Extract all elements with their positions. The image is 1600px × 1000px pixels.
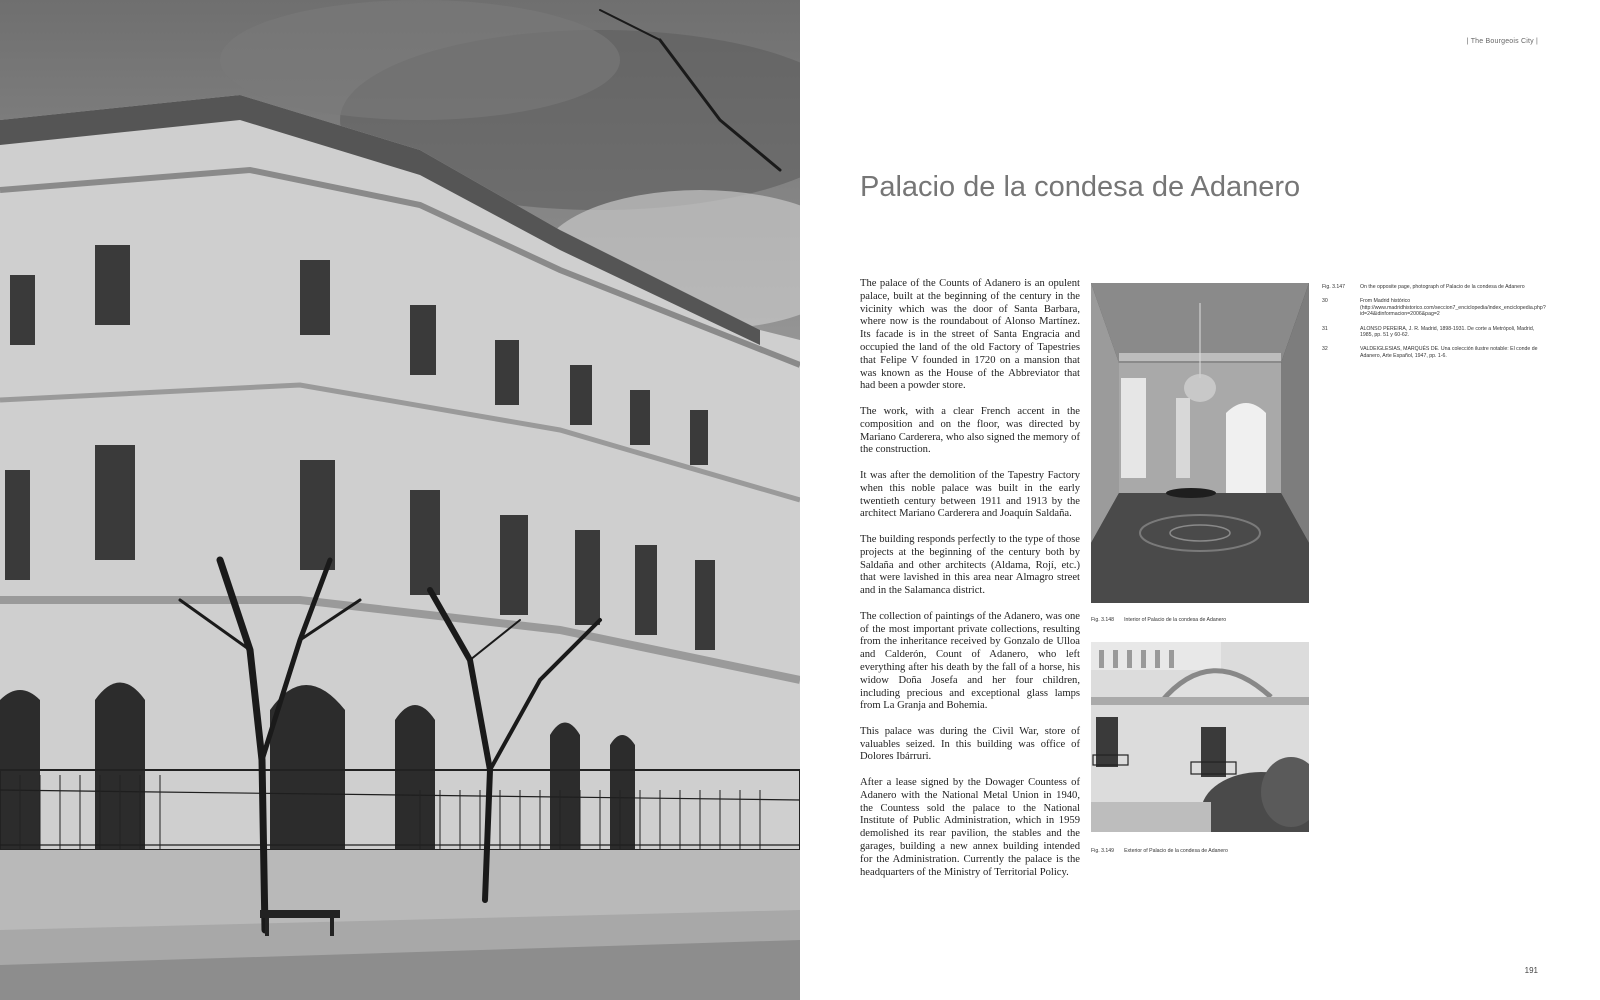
exterior-corner-image	[1091, 642, 1309, 832]
note-number: 31	[1322, 325, 1328, 332]
note-item	[1322, 346, 1542, 359]
note-item	[1322, 326, 1542, 339]
note-number: 30	[1322, 298, 1328, 305]
body-text-column	[860, 278, 1080, 892]
page-number: 191	[1524, 966, 1538, 975]
note-item	[1322, 298, 1546, 318]
note-item	[1322, 284, 1542, 290]
running-head: | The Bourgeois City |	[1466, 38, 1538, 45]
note-text: From Madrid histórico (http://www.madridhistorico.com/seccion7_enciclopedia/index_enciclopedia.php?id=24&idinformacion=2006&pag=2	[1360, 298, 1546, 318]
note-number: Fig. 3.147	[1322, 284, 1346, 290]
side-notes	[1322, 284, 1546, 367]
figure-caption	[1091, 848, 1331, 854]
body-paragraph: The collection of paintings of the Adanero, was one of the most important private collections, resulting from the inheritance received by Gonzalo de Ulloa and Calderón, Count of Adanero, who left everything after his death by the fall of a horse, his widow Doña Josefa and her four children, including precious and exceptional glass lamps from La Granja and Bohemia.	[860, 610, 1080, 712]
exterior-photograph	[1091, 642, 1309, 832]
figure-caption	[1091, 617, 1331, 623]
figure-caption-text: Exterior of Palacio de la condesa de Adanero	[1124, 848, 1228, 854]
body-paragraph: The palace of the Counts of Adanero is an opulent palace, built at the beginning of the century in the vicinity which was the door of Santa Barbara, where now is the roundabout of Alonso Martínez. Its facade is in the street of Santa Engracia and occupied the land of the old Factory of Tapestries that Felipe V founded in 1720 on a mansion that was known as the House of the Abbreviator that had been a powder store.	[860, 278, 1080, 392]
note-text: ALONSO PEREIRA, J. R. Madrid, 1898-1931. De corte a Metrópoli, Madrid, 1985, pp. 51 y 60-62.	[1360, 325, 1535, 339]
interior-photograph	[1091, 283, 1309, 603]
body-paragraph: After a lease signed by the Dowager Countess of Adanero with the National Metal Union in 1940, the Countess sold the palace to the National Institute of Public Administration, which in 1959 demolished its rear pavilion, the stables and the garages, building a new annex building intended for the Administration. Currently the palace is the headquarters of the Ministry of Territorial Policy.	[860, 777, 1080, 878]
body-paragraph: It was after the demolition of the Tapestry Factory when this noble palace was built in the early twentieth century between 1911 and 1913 by the architect Mariano Carderera and Joaquín Saldaña.	[860, 469, 1080, 520]
note-text: VALDEIGLESIAS, MARQUÉS DE. Una colección ilustre notable: El conde de Adanero, Arte Español, 1947, pp. 1-6.	[1360, 346, 1538, 359]
figure-label: Fig. 3.148	[1091, 617, 1115, 623]
interior-hall-image	[1091, 283, 1309, 603]
body-paragraph: The building responds perfectly to the type of those projects at the beginning of the century both by Saldaña and other architects (Aldama, Rojí, etc.) that were lavished in this area near Almagro street and in the Salamanca district.	[860, 533, 1080, 597]
body-paragraph: This palace was during the Civil War, store of valuables seized. In this building was office of Dolores Ibárruri.	[860, 725, 1080, 763]
note-text: On the opposite page, photograph of Palacio de la condesa de Adanero	[1360, 284, 1525, 290]
article-title: Palacio de la condesa de Adanero	[860, 171, 1301, 203]
figure-label: Fig. 3.149	[1091, 848, 1115, 854]
note-number: 32	[1322, 346, 1328, 353]
figure-caption-text: Interior of Palacio de la condesa de Adanero	[1124, 617, 1227, 623]
body-paragraph: The work, with a clear French accent in the composition and on the floor, was directed by Mariano Carderera, who also signed the memory of the construction.	[860, 405, 1080, 456]
